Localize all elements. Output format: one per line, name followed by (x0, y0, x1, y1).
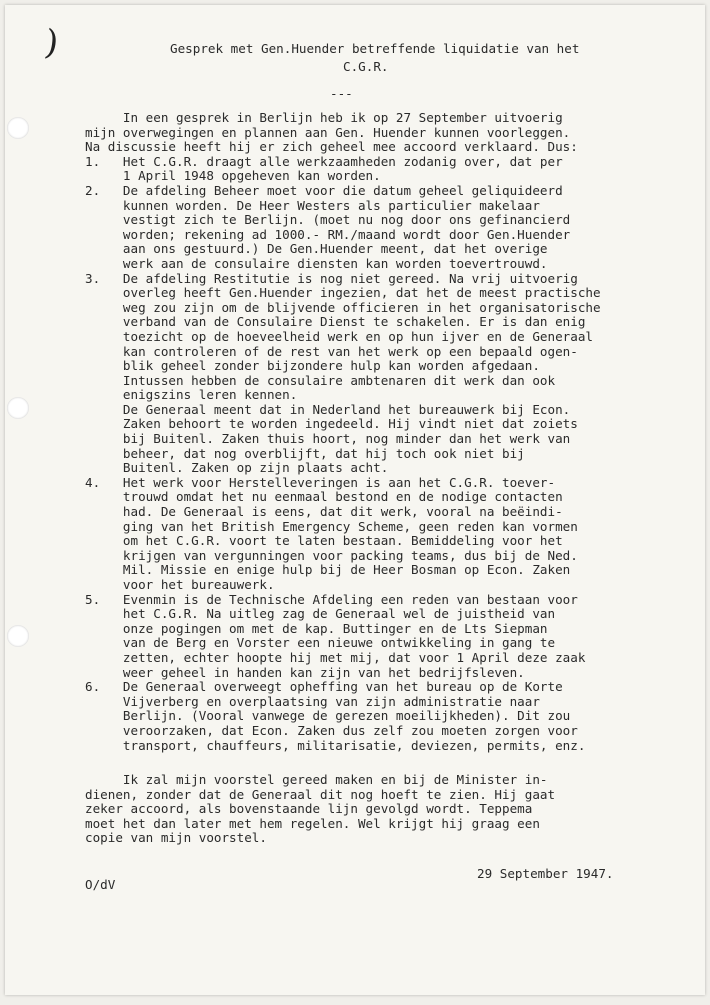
text-line: copie van mijn voorstel. (85, 830, 267, 846)
text-line: kan controleren of de rest van het werk op een bepaald ogen- (85, 343, 578, 359)
text-line: dienen, zonder dat de Generaal dit nog hoeft te zien. Hij gaat (85, 786, 556, 802)
document-date: 29 September 1947. (477, 866, 614, 881)
text-line: zeker accoord, als bovenstaande lijn gevolgd wordt. Teppema (85, 801, 533, 817)
text-line: het C.G.R. Na uitleg zag de Generaal wel de juistheid van (85, 606, 556, 622)
text-line: kunnen worden. De Heer Westers als particulier makelaar (85, 197, 540, 213)
text-line: 1 April 1948 opgeheven kan worden. (85, 168, 381, 184)
separator: --- (330, 86, 353, 101)
text-line: overleg heeft Gen.Huender ingezien, dat het de meest practische (85, 285, 601, 301)
document-page (5, 5, 705, 995)
text-line: Zaken behoort te worden ingedeeld. Hij vindt niet dat zoiets (85, 416, 578, 432)
text-line: voor het bureauwerk. (85, 577, 275, 592)
text-line: van de Berg en Vorster een nieuwe ontwikkeling in gang te (85, 635, 556, 651)
text-line: 3. De afdeling Restitutie is nog niet gereed. Na vrij uitvoerig (85, 270, 578, 286)
text-line: veroorzaken, dat Econ. Zaken dus zelf zou moeten zorgen voor (85, 722, 578, 738)
document-title: Gesprek met Gen.Huender betreffende liquidatie van het (170, 41, 580, 56)
text-line: Mil. Missie en enige hulp bij de Heer Bosman op Econ. Zaken (85, 562, 571, 578)
text-line: 4. Het werk voor Herstelleveringen is aan het C.G.R. toever- (85, 474, 556, 490)
text-line: mijn overwegingen en plannen aan Gen. Huender kunnen voorleggen. (85, 124, 571, 140)
text-line: De Generaal meent dat in Nederland het bureauwerk bij Econ. (85, 401, 571, 417)
text-line: toezicht op de hoeveelheid werk en op hun ijver en de Generaal (85, 328, 593, 344)
text-line: Ik zal mijn voorstel gereed maken en bij de Minister in- (85, 772, 548, 787)
text-line: moet het dan later met hem regelen. Wel krijgt hij graag een (85, 815, 540, 831)
text-line: Intussen hebben de consulaire ambtenaren dit werk dan ook (85, 372, 556, 388)
text-line: zetten, echter hoopte hij met mij, dat voor 1 April deze zaak (85, 649, 586, 665)
text-line: transport, chauffeurs, militarisatie, deviezen, permits, enz. (85, 737, 586, 753)
text-line: In een gesprek in Berlijn heb ik op 27 September uitvoerig (85, 110, 563, 125)
text-line: werk aan de consulaire diensten kan worden toevertrouwd. (85, 255, 548, 271)
pencil-mark: ) (42, 22, 61, 64)
text-line: Berlijn. (Vooral vanwege de gerezen moeilijkheden). Dit zou (85, 708, 571, 724)
text-line: 6. De Generaal overweegt opheffing van het bureau op de Korte (85, 679, 563, 695)
text-line: worden; rekening ad 1000.- RM./maand wordt door Gen.Huender (85, 226, 571, 242)
text-line: had. De Generaal is eens, dat dit werk, vooral na beëindi- (85, 504, 563, 520)
text-line: weer geheel in handen kan zijn van het bedrijfsleven. (85, 664, 525, 680)
text-line: bij Buitenl. Zaken thuis hoort, nog minder dan het werk van (85, 431, 571, 447)
text-line: 2. De afdeling Beheer moet voor die datum geheel geliquideerd (85, 182, 563, 198)
text-line: aan ons gestuurd.) De Gen.Huender meent, dat het overige (85, 241, 548, 257)
text-line: trouwd omdat het nu eenmaal bestond en de nodige contacten (85, 489, 563, 505)
body-text (85, 111, 601, 753)
text-line: Buitenl. Zaken op zijn plaats acht. (85, 460, 389, 476)
punch-hole (7, 397, 29, 419)
text-line: blik geheel zonder bijzondere hulp kan worden afgedaan. (85, 358, 540, 374)
text-line: om het C.G.R. voort te laten bestaan. Bemiddeling voor het (85, 533, 563, 549)
text-line: krijgen van vergunningen voor packing teams, dus bij de Ned. (85, 547, 578, 563)
text-line: weg zou zijn om de blijvende officieren in het organisatorische (85, 299, 601, 315)
author-initials: O/dV (85, 877, 116, 892)
closing-paragraph (85, 773, 555, 846)
text-line: beheer, dat nog overblijft, dat hij toch ook niet bij (85, 445, 525, 461)
text-line: onze pogingen om met de kap. Buttinger en de Lts Siepman (85, 620, 548, 636)
text-line: Vijverberg en overplaatsing van zijn administratie naar (85, 693, 540, 709)
punch-hole (7, 117, 29, 139)
document-title-continued: C.G.R. (343, 59, 389, 74)
text-line: Na discussie heeft hij er zich geheel mee accoord verklaard. Dus: (85, 139, 578, 155)
text-line: 5. Evenmin is de Technische Afdeling een reden van bestaan voor (85, 591, 578, 607)
text-line: enigszins leren kennen. (85, 387, 298, 403)
text-line: ging van het British Emergency Scheme, geen reden kan vormen (85, 518, 578, 534)
text-line: verband van de Consulaire Dienst te schakelen. Er is dan enig (85, 314, 586, 330)
text-line: 1. Het C.G.R. draagt alle werkzaamheden zodanig over, dat per (85, 153, 563, 169)
punch-hole (7, 625, 29, 647)
text-line: vestigt zich te Berlijn. (moet nu nog door ons gefinancierd (85, 212, 571, 228)
